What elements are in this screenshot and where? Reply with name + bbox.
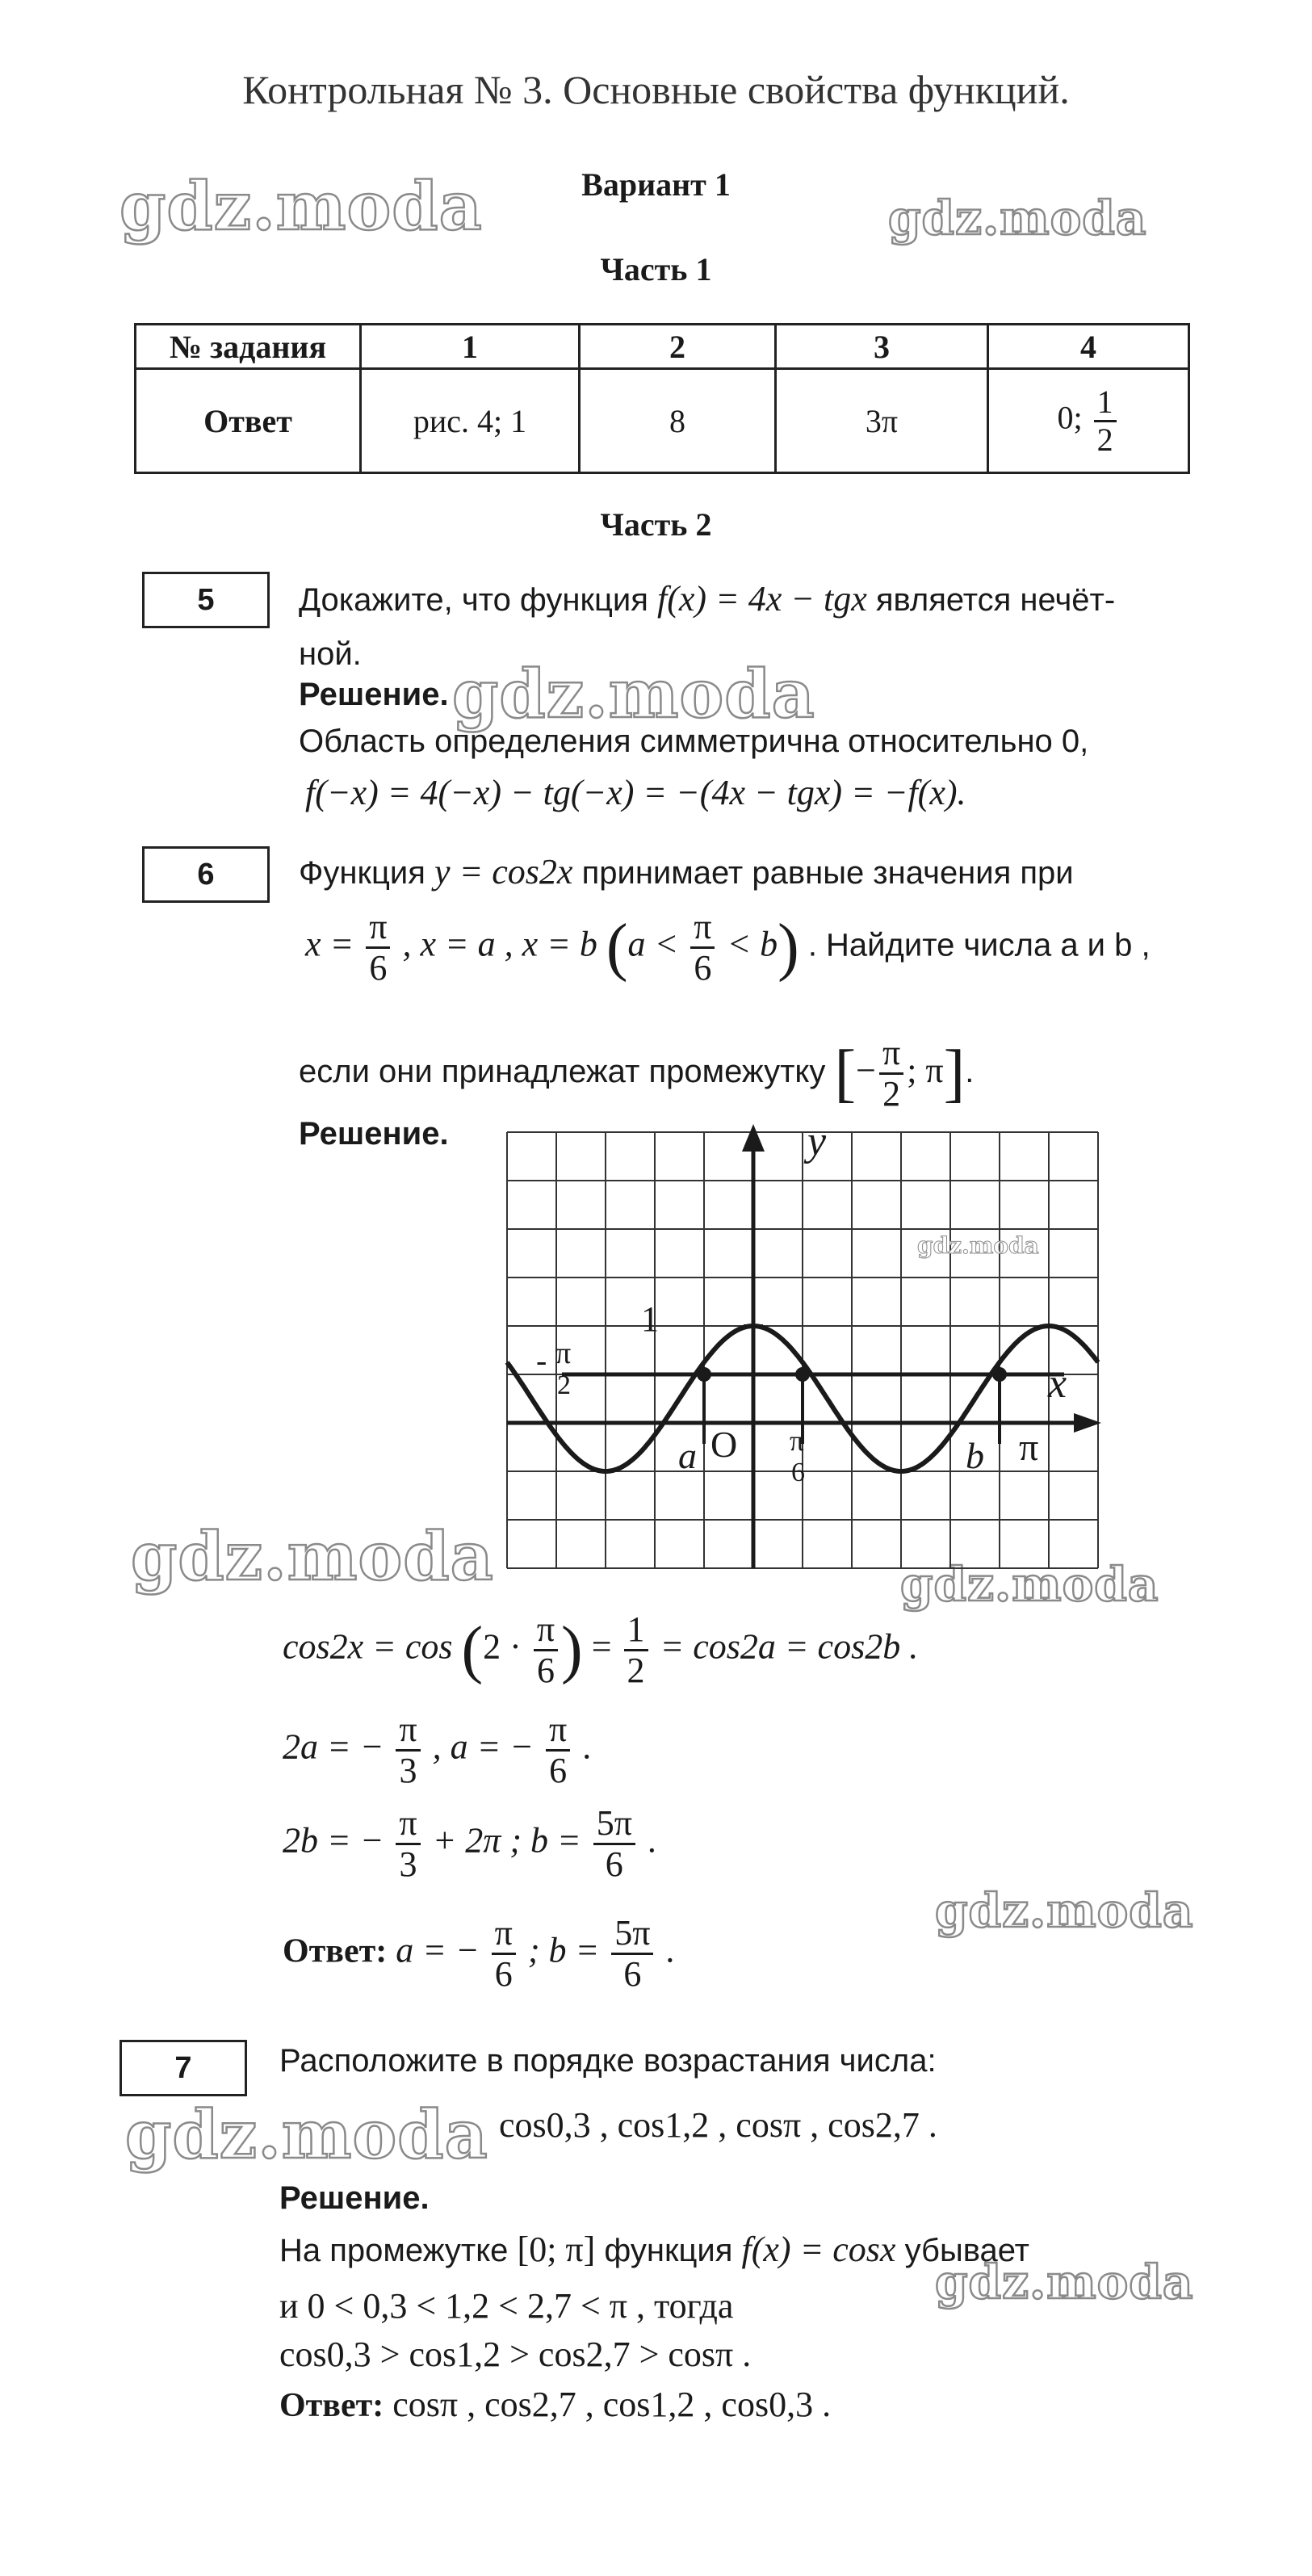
watermark: gdz.moda [935, 1883, 1194, 1938]
solution-label: Решение. [299, 677, 449, 712]
task7-solution-line2: и 0 < 0,3 < 1,2 < 2,7 < π , тогда [279, 2286, 734, 2326]
task7-solution-line1: На промежутке [0; π] функция f(x) = cosx убывает [279, 2230, 1029, 2269]
tick-label-half-den: 2 [557, 1370, 571, 1400]
y-axis-label: y [807, 1124, 827, 1164]
task5-solution-line1: Область определения симметрична относительно 0, [299, 724, 1089, 759]
task7-statement-line2: cos0,3 , cos1,2 , cosπ , cos2,7 . [499, 2105, 937, 2145]
task-number-6: 6 [142, 846, 270, 903]
fraction: $\frac{\pi}{2}$ [879, 1034, 903, 1114]
fraction: $\frac{1}{2}$ [1094, 384, 1117, 458]
task6-statement-line2: x = $\frac{\pi}{6}$ , x = a , x = b (a < $\frac{\pi}{6}$ < b) . Найдите числа a и b , [305, 907, 1151, 988]
task6-eq1: cos2x = cos (2 · $\frac{\pi}{6}$ ) = $\frac{1}{2}$ = cos2a = cos2b . [283, 1609, 919, 1690]
tick-label-half-num: π [555, 1336, 572, 1370]
task-number-5: 5 [142, 572, 270, 628]
table-cell: 4 [988, 325, 1189, 369]
table-cell: 2 [580, 325, 776, 369]
task6-statement-line1: Функция y = cos2x принимает равные значения при [299, 852, 1074, 892]
table-header-cell: Ответ [136, 369, 361, 473]
watermark: gdz.moda [935, 2255, 1194, 2310]
fraction: $\frac{\pi}{6}$ [534, 1610, 558, 1690]
task7-solution-line3: cos0,3 > cos1,2 > cos2,7 > cosπ . [279, 2335, 752, 2374]
watermark: gdz.moda [900, 1557, 1159, 1612]
task-number-7: 7 [119, 2040, 247, 2096]
x-axis-arrow [1074, 1413, 1101, 1433]
table-row [136, 369, 1189, 473]
watermark: gdz.moda [452, 656, 815, 733]
fraction: $\frac{\pi}{6}$ [366, 908, 390, 988]
task5-statement-line1: Докажите, что функция f(x) = 4x − tgx является нечёт- [299, 579, 1116, 619]
fraction: $\frac{5\pi}{6}$ [611, 1914, 653, 1994]
tick-label-pi6-den: 6 [791, 1458, 805, 1487]
answers-table [134, 323, 1190, 474]
table-cell: 8 [580, 369, 776, 473]
task6-eq3: 2b = − $\frac{\pi}{3}$ + 2π ; b = $\frac{5\pi}{6}$ . [283, 1803, 656, 1884]
pi-label: π [1019, 1426, 1039, 1469]
watermark: gdz.moda [917, 1232, 1039, 1259]
part2-heading: Часть 2 [600, 506, 712, 543]
tick-label-one: 1 [641, 1299, 659, 1339]
part1-heading: Часть 1 [600, 251, 712, 287]
watermark: gdz.moda [125, 2096, 488, 2174]
table-header-cell: № задания [136, 325, 361, 369]
watermark: gdz.moda [131, 1518, 494, 1596]
solution-label: Решение. [299, 1116, 449, 1152]
task5-solution-line2: f(−x) = 4(−x) − tg(−x) = −(4x − tgx) = −f(x). [305, 773, 966, 812]
task6-answer: Ответ: a = − $\frac{\pi}{6}$ ; b = $\frac{5\pi}{6}$ . [283, 1913, 675, 1994]
a-label: a [678, 1435, 697, 1476]
solution-label: Решение. [279, 2180, 430, 2216]
fraction: $\frac{1}{2}$ [624, 1610, 648, 1690]
fraction: $\frac{\pi}{6}$ [492, 1914, 516, 1994]
fraction: $\frac{\pi}{3}$ [396, 1710, 420, 1790]
answer4-text: 0; [1057, 399, 1083, 436]
b-label: b [966, 1435, 984, 1476]
table-cell: рис. 4; 1 [361, 369, 580, 473]
page-title: Контрольная № 3. Основные свойства функций. [242, 67, 1070, 112]
fraction: $\frac{\pi}{6}$ [690, 908, 715, 988]
table-cell: 3π [776, 369, 988, 473]
y-axis-arrow [742, 1124, 765, 1152]
task6-statement-line3: если они принадлежат промежутку [− $\frac{\pi}{2}$ ; π]. [299, 1033, 975, 1114]
task7-answer: Ответ: cosπ , cos2,7 , cos1,2 , cos0,3 . [279, 2385, 832, 2424]
task5-statement-line2: ной. [299, 636, 362, 672]
tick-label-pi6-num: π [790, 1424, 805, 1457]
table-cell: 1 [361, 325, 580, 369]
x-axis-label: x [1048, 1361, 1067, 1407]
fraction: $\frac{5\pi}{6}$ [593, 1804, 635, 1884]
fraction: $\frac{\pi}{6}$ [546, 1710, 570, 1790]
cos2x-graph [499, 1124, 1106, 1576]
table-cell: 3 [776, 325, 988, 369]
table-row [136, 325, 1189, 369]
origin-label: O [710, 1424, 738, 1465]
variant-heading: Вариант 1 [581, 166, 731, 203]
task7-statement-line1: Расположите в порядке возрастания числа: [279, 2043, 937, 2079]
tick-label-half-minus: - [536, 1342, 547, 1378]
watermark: gdz.moda [888, 191, 1147, 245]
fraction: $\frac{\pi}{3}$ [396, 1804, 420, 1884]
task6-eq2: 2a = − $\frac{\pi}{3}$ , a = − $\frac{\pi}{6}$ . [283, 1710, 592, 1790]
watermark: gdz.moda [119, 168, 483, 245]
table-cell [988, 369, 1189, 473]
